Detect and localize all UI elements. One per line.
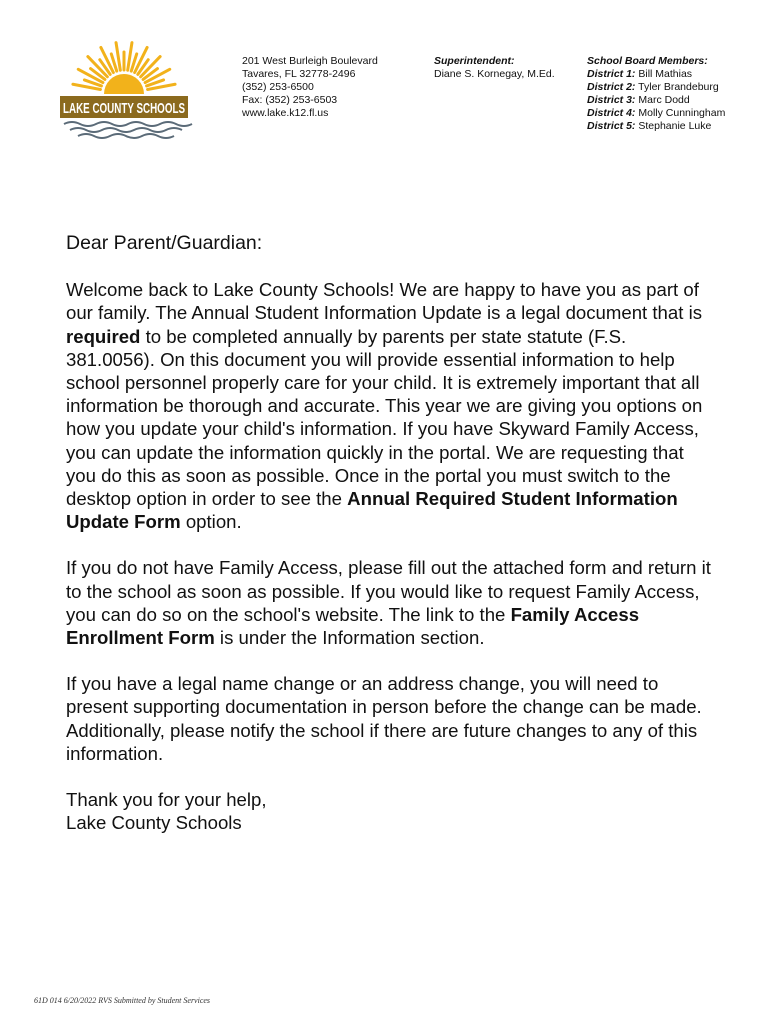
board-heading: School Board Members:	[587, 55, 708, 67]
board-member-row	[587, 81, 725, 94]
address-line: Tavares, FL 32778-2496	[242, 68, 356, 80]
board-member-row	[587, 68, 725, 81]
paragraph-3: If you have a legal name change or an address change, you will need to present supporting documentation in person before the change can be made. Additionally, please notify the school if there are future changes to any of this information.	[66, 673, 702, 764]
salutation: Dear Parent/Guardian:	[66, 232, 263, 254]
form-name-emphasis: Annual Required Student Information Update Form	[66, 488, 678, 533]
lake-county-schools-logo	[58, 36, 190, 140]
member-name: Stephanie Luke	[638, 120, 712, 132]
member-name: Marc Dodd	[638, 94, 690, 106]
sun-rays-icon	[73, 43, 175, 94]
closing-line-2: Lake County Schools	[66, 812, 242, 834]
logo-text: LAKE COUNTY SCHOOLS	[63, 100, 185, 117]
superintendent-heading: Superintendent:	[434, 55, 515, 67]
fax-line: Fax: (352) 253-6503	[242, 94, 338, 106]
closing-line-1: Thank you for your help,	[66, 789, 267, 811]
district-label: District 2:	[587, 81, 636, 93]
paragraph-2: If you do not have Family Access, please fill out the attached form and return it to the school as soon as possible. If you would like to request Family Access, you can do so on the school's website. The link to the Family Access Enrollment Form is under the Information section.	[66, 557, 711, 649]
district-label: District 3:	[587, 94, 636, 106]
member-name: Molly Cunningham	[638, 107, 726, 119]
district-label: District 1:	[587, 68, 636, 80]
member-name: Tyler Brandeburg	[638, 81, 719, 93]
board-member-row	[587, 94, 725, 107]
website-link[interactable]: www.lake.k12.fl.us	[242, 107, 329, 119]
superintendent-block	[434, 55, 555, 81]
board-block	[587, 55, 725, 133]
form-footer: 61D 014 6/20/2022 RVS Submitted by Student Services	[34, 996, 211, 1005]
member-name: Bill Mathias	[638, 68, 693, 80]
paragraph-1: Welcome back to Lake County Schools! We are happy to have you as part of our family. The Annual Student Information Update is a legal document that is required to be completed annually by parents per state statute (F.S. 381.0056). On this document you will provide essential information to help school personnel properly care for your child. It is extremely important that all information be thorough and accurate. This year we are giving you options on how you update your child's information. If you have Skyward Family Access, you can update the information quickly in the portal. We are requesting that you do this as soon as possible. Once in the portal you must switch to the desktop option in order to see the Annual Required Student Information Update Form option.	[66, 279, 703, 533]
address-line: 201 West Burleigh Boulevard	[242, 55, 378, 67]
address-block	[242, 55, 378, 120]
enrollment-form-emphasis: Family Access Enrollment Form	[66, 603, 640, 649]
required-emphasis: required	[66, 325, 141, 347]
phone-line: (352) 253-6500	[242, 81, 314, 93]
district-label: District 5:	[587, 120, 636, 132]
closing	[66, 788, 716, 834]
board-member-row	[587, 120, 725, 133]
district-label: District 4:	[587, 107, 636, 119]
board-member-row	[587, 107, 725, 120]
superintendent-name: Diane S. Kornegay, M.Ed.	[434, 68, 555, 80]
letter-body	[66, 232, 716, 857]
waves-icon	[64, 122, 192, 138]
